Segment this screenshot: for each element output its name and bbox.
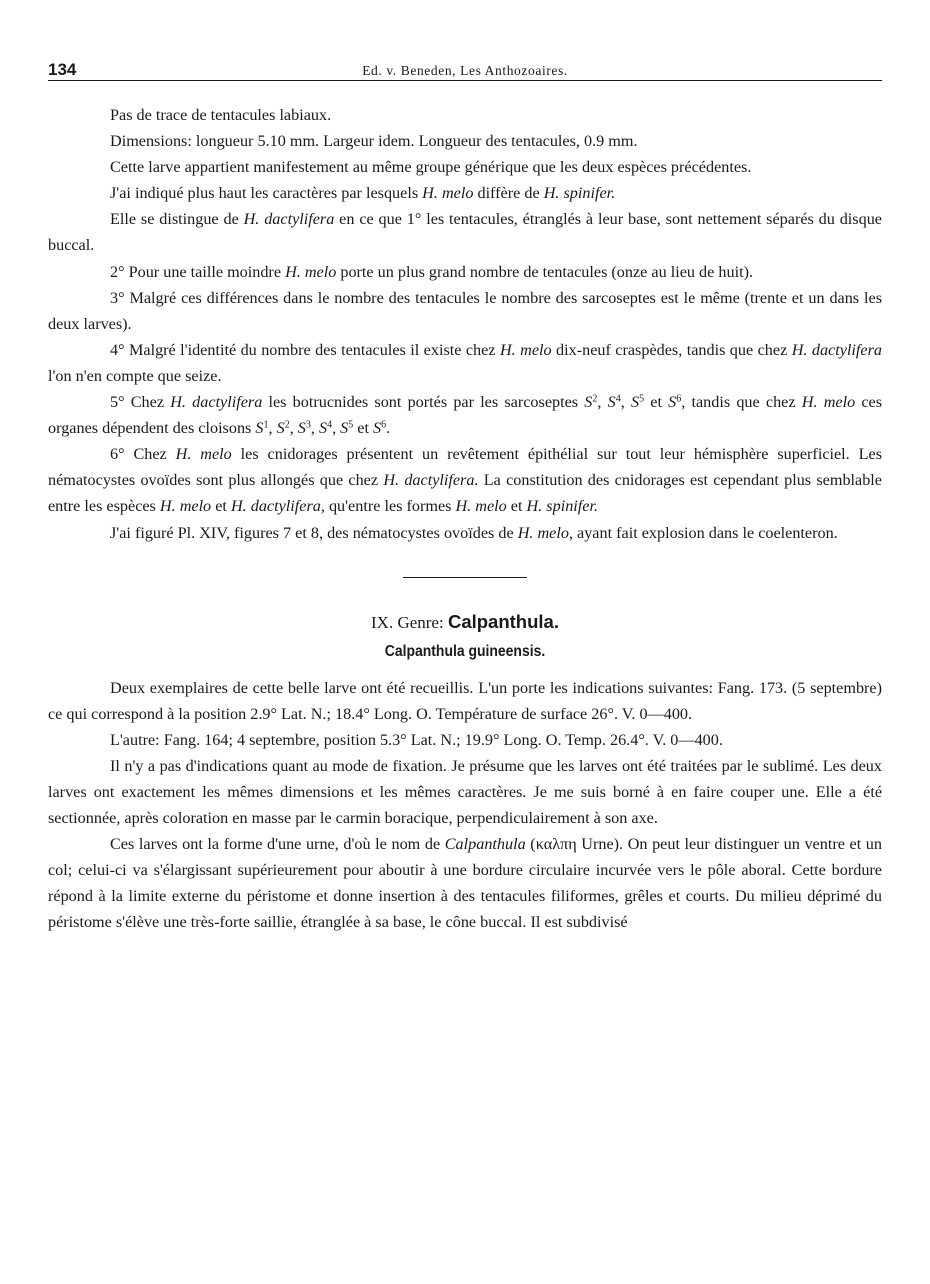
paragraph: Pas de trace de tentacules labiaux. — [110, 106, 332, 124]
page-number: 134 — [48, 60, 77, 79]
paragraph: Ces larves ont la forme d'une urne, d'où le nom de Calpanthula (καλπη Urne). On peut leur distinguer un ventre et un col; celui-ci va s'élargissant supérieurement pour aboutir à une bordure circulaire incurvée vers le pôle aboral. Cette bordure répond à la limite externe du péristome et donne insertion à des tentacules filiformes, grêles et courts. Du milieu déprimé du péristome s'élève une très-forte saillie, étranglée à sa base, le cône buccal. Il est subdivisé — [48, 835, 882, 932]
species-heading: Calpanthula guineensis. — [384, 642, 546, 660]
paragraph: L'autre: Fang. 164; 4 septembre, position 5.3° Lat. N.; 19.9° Long. O. Temp. 26.4°. V. 0—400. — [110, 730, 723, 749]
running-title: Ed. v. Beneden, Les Anthozoaires. — [362, 63, 568, 78]
paragraph: Cette larve appartient manifestement au même groupe générique que les deux espèces précédentes. — [110, 158, 752, 177]
genus-heading: IX. Genre: Calpanthula. — [371, 610, 559, 632]
section-divider — [403, 577, 527, 578]
paragraph: 6° Chez H. melo les cnidorages présentent un revêtement épithélial sur tout leur hémisphère superficiel. Les nématocystes ovoïdes sont plus allongés que chez H. dactylifera. La constitution des cnidorages est cependant plus semblable entre les espèces H. melo et H. dactylifera, qu'entre les formes H. melo et H. spinifer. — [48, 445, 883, 516]
paragraph: 2° Pour une taille moindre H. melo porte un plus grand nombre de tentacules (onze au lieu de huit). — [110, 262, 754, 281]
paragraph: Il n'y a pas d'indications quant au mode de fixation. Je présume que les larves ont été traitées par le sublimé. Les deux larves ont exactement les mêmes dimensions et les mêmes caractères. Je me suis borné à en faire couper une. Elle a été sectionnée, après coloration en masse par le carmin boracique, perpendiculairement à son axe. — [48, 756, 882, 828]
paragraph: 3° Malgré ces différences dans le nombre des tentacules le nombre des sarcoseptes est le même (trente et un dans les deux larves). — [48, 288, 882, 333]
section-calpanthula — [48, 675, 882, 936]
paragraph: J'ai figuré Pl. XIV, figures 7 et 8, des nématocystes ovoïdes de H. melo, ayant fait explosion dans le coelenteron. — [110, 523, 838, 542]
genus-name: Calpanthula. — [447, 610, 559, 632]
paragraph: Elle se distingue de H. dactylifera en ce que 1° les tentacules, étranglés à leur base, sont nettement séparés du disque buccal. — [48, 210, 882, 255]
page-header — [48, 58, 882, 81]
section-previous-species — [48, 102, 882, 546]
paragraph: Dimensions: longueur 5.10 mm. Largeur idem. Longueur des tentacules, 0.9 mm. — [110, 132, 638, 151]
paragraph: 4° Malgré l'identité du nombre des tentacules il existe chez H. melo dix-neuf craspèdes, tandis que chez H. dactylifera l'on n'en compte que seize. — [48, 340, 882, 385]
paragraph: Deux exemplaires de cette belle larve ont été recueillis. L'un porte les indications suivantes: Fang. 173. (5 septembre) ce qui correspond à la position 2.9° Lat. N.; 18.4° Long. O. Température de surface 26°. V. 0—400. — [48, 678, 882, 723]
page — [48, 58, 882, 936]
paragraph: J'ai indiqué plus haut les caractères par lesquels H. melo diffère de H. spinifer. — [110, 184, 616, 203]
paragraph: 5° Chez H. dactylifera les botrucnides sont portés par les sarcoseptes $S^2$, $S^4$, $S^5$ et $S^6$, tandis que chez H. melo ces organes dépendent des cloisons $S^1$, $S^2$, $S^3$, $S^4$, $S^5$ et $S^6$. — [48, 393, 883, 438]
